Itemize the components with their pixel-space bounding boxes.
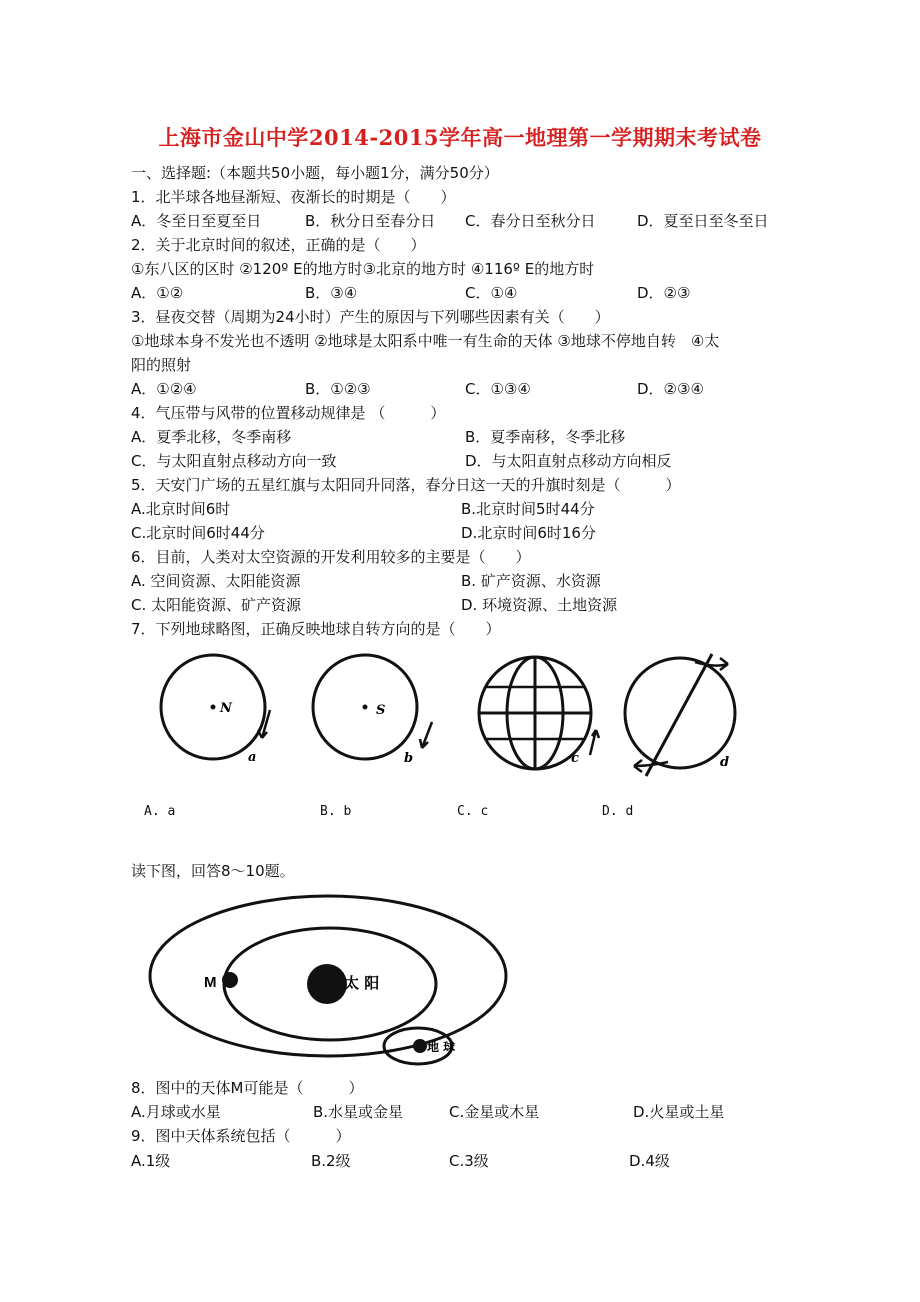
q1-option-a[interactable]: A．冬至日至夏至日	[131, 212, 262, 230]
m-label: M	[204, 974, 217, 991]
q6-option-d[interactable]: D. 环境资源、土地资源	[461, 596, 618, 614]
q6-option-c[interactable]: C. 太阳能资源、矿产资源	[131, 596, 302, 614]
q4-option-c[interactable]: C．与太阳直射点移动方向一致	[131, 452, 337, 470]
rotation-globes-figure	[0, 650, 920, 790]
q3-stem: 3．昼夜交替（周期为24小时）产生的原因与下列哪些因素有关（ ）	[131, 308, 610, 326]
q1-stem: 1．北半球各地昼渐短、夜渐长的时期是（ ）	[131, 188, 456, 206]
sun-label: 太 阳	[344, 974, 380, 992]
q3-items-line2: 阳的照射	[131, 356, 192, 374]
q2-option-c[interactable]: C．①④	[465, 284, 518, 302]
q4-stem: 4．气压带与风带的位置移动规律是 （ ）	[131, 404, 446, 422]
q5-stem: 5．天安门广场的五星红旗与太阳同升同落，春分日这一天的升旗时刻是（ ）	[131, 476, 681, 494]
q7-option-d[interactable]: D. d	[602, 804, 634, 819]
globe-c-label: c	[571, 751, 579, 766]
q9-option-c[interactable]: C.3级	[449, 1152, 489, 1170]
q9-option-a[interactable]: A.1级	[131, 1152, 171, 1170]
q7-option-c[interactable]: C. c	[457, 804, 489, 819]
earth	[413, 1039, 427, 1053]
q1-option-c[interactable]: C．春分日至秋分日	[465, 212, 596, 230]
q3-option-c[interactable]: C．①③④	[465, 380, 531, 398]
q2-option-b[interactable]: B．③④	[305, 284, 358, 302]
q8-stem: 8．图中的天体M可能是（ ）	[131, 1079, 364, 1097]
q8-option-b[interactable]: B.水星或金星	[313, 1103, 404, 1121]
q6-option-a[interactable]: A. 空间资源、太阳能资源	[131, 572, 301, 590]
globe-c	[479, 657, 599, 769]
globe-a	[161, 655, 270, 759]
globe-b	[313, 655, 432, 759]
q2-items: ①东八区的区时 ②120º E的地方时③北京的地方时 ④116º E的地方时	[131, 260, 595, 278]
q4-option-d[interactable]: D．与太阳直射点移动方向相反	[465, 452, 672, 470]
q8-option-a[interactable]: A.月球或水星	[131, 1103, 221, 1121]
q7-option-b[interactable]: B. b	[320, 804, 352, 819]
orbit-figure	[0, 890, 920, 1070]
read-figure-instruction: 读下图，回答8～10题。	[131, 862, 295, 880]
globe-a-pole-label: N	[220, 701, 232, 716]
q7-option-a[interactable]: A. a	[144, 804, 176, 819]
q5-option-a[interactable]: A.北京时间6时	[131, 500, 231, 518]
globe-d	[625, 654, 735, 776]
q3-option-d[interactable]: D．②③④	[637, 380, 704, 398]
q3-option-a[interactable]: A．①②④	[131, 380, 197, 398]
q9-option-b[interactable]: B.2级	[311, 1152, 351, 1170]
q9-option-d[interactable]: D.4级	[629, 1152, 670, 1170]
sun	[307, 964, 347, 1004]
q6-option-b[interactable]: B. 矿产资源、水资源	[461, 572, 601, 590]
q6-stem: 6．目前，人类对太空资源的开发利用较多的主要是（ ）	[131, 548, 531, 566]
globe-a-label: a	[248, 750, 257, 765]
q1-option-d[interactable]: D．夏至日至冬至日	[637, 212, 769, 230]
q7-stem: 7．下列地球略图，正确反映地球自转方向的是（ ）	[131, 620, 501, 638]
planet-m	[222, 972, 238, 988]
section-heading: 一、选择题:（本题共50小题，每小题1分，满分50分）	[131, 164, 499, 182]
earth-label: 地 球	[427, 1040, 456, 1054]
q4-option-a[interactable]: A．夏季北移，冬季南移	[131, 428, 292, 446]
q3-items-line1: ①地球本身不发光也不透明 ②地球是太阳系中唯一有生命的天体 ③地球不停地自转 ④太	[131, 332, 720, 350]
q4-option-b[interactable]: B．夏季南移，冬季北移	[465, 428, 626, 446]
q8-option-c[interactable]: C.金星或木星	[449, 1103, 540, 1121]
globe-d-label: d	[720, 755, 730, 770]
q3-option-b[interactable]: B．①②③	[305, 380, 371, 398]
q1-option-b[interactable]: B．秋分日至春分日	[305, 212, 436, 230]
q8-option-d[interactable]: D.火星或土星	[633, 1103, 725, 1121]
q5-option-b[interactable]: B.北京时间5时44分	[461, 500, 595, 518]
q2-option-d[interactable]: D．②③	[637, 284, 691, 302]
q2-option-a[interactable]: A．①②	[131, 284, 184, 302]
page-title: 上海市金山中学2014-2015学年高一地理第一学期期末考试卷	[158, 125, 762, 150]
q5-option-c[interactable]: C.北京时间6时44分	[131, 524, 265, 542]
q2-stem: 2．关于北京时间的叙述，正确的是（ ）	[131, 236, 426, 254]
q9-stem: 9．图中天体系统包括（ ）	[131, 1127, 351, 1145]
q5-option-d[interactable]: D.北京时间6时16分	[461, 524, 596, 542]
globe-b-label: b	[404, 751, 414, 766]
globe-b-pole-label: S	[376, 703, 386, 718]
